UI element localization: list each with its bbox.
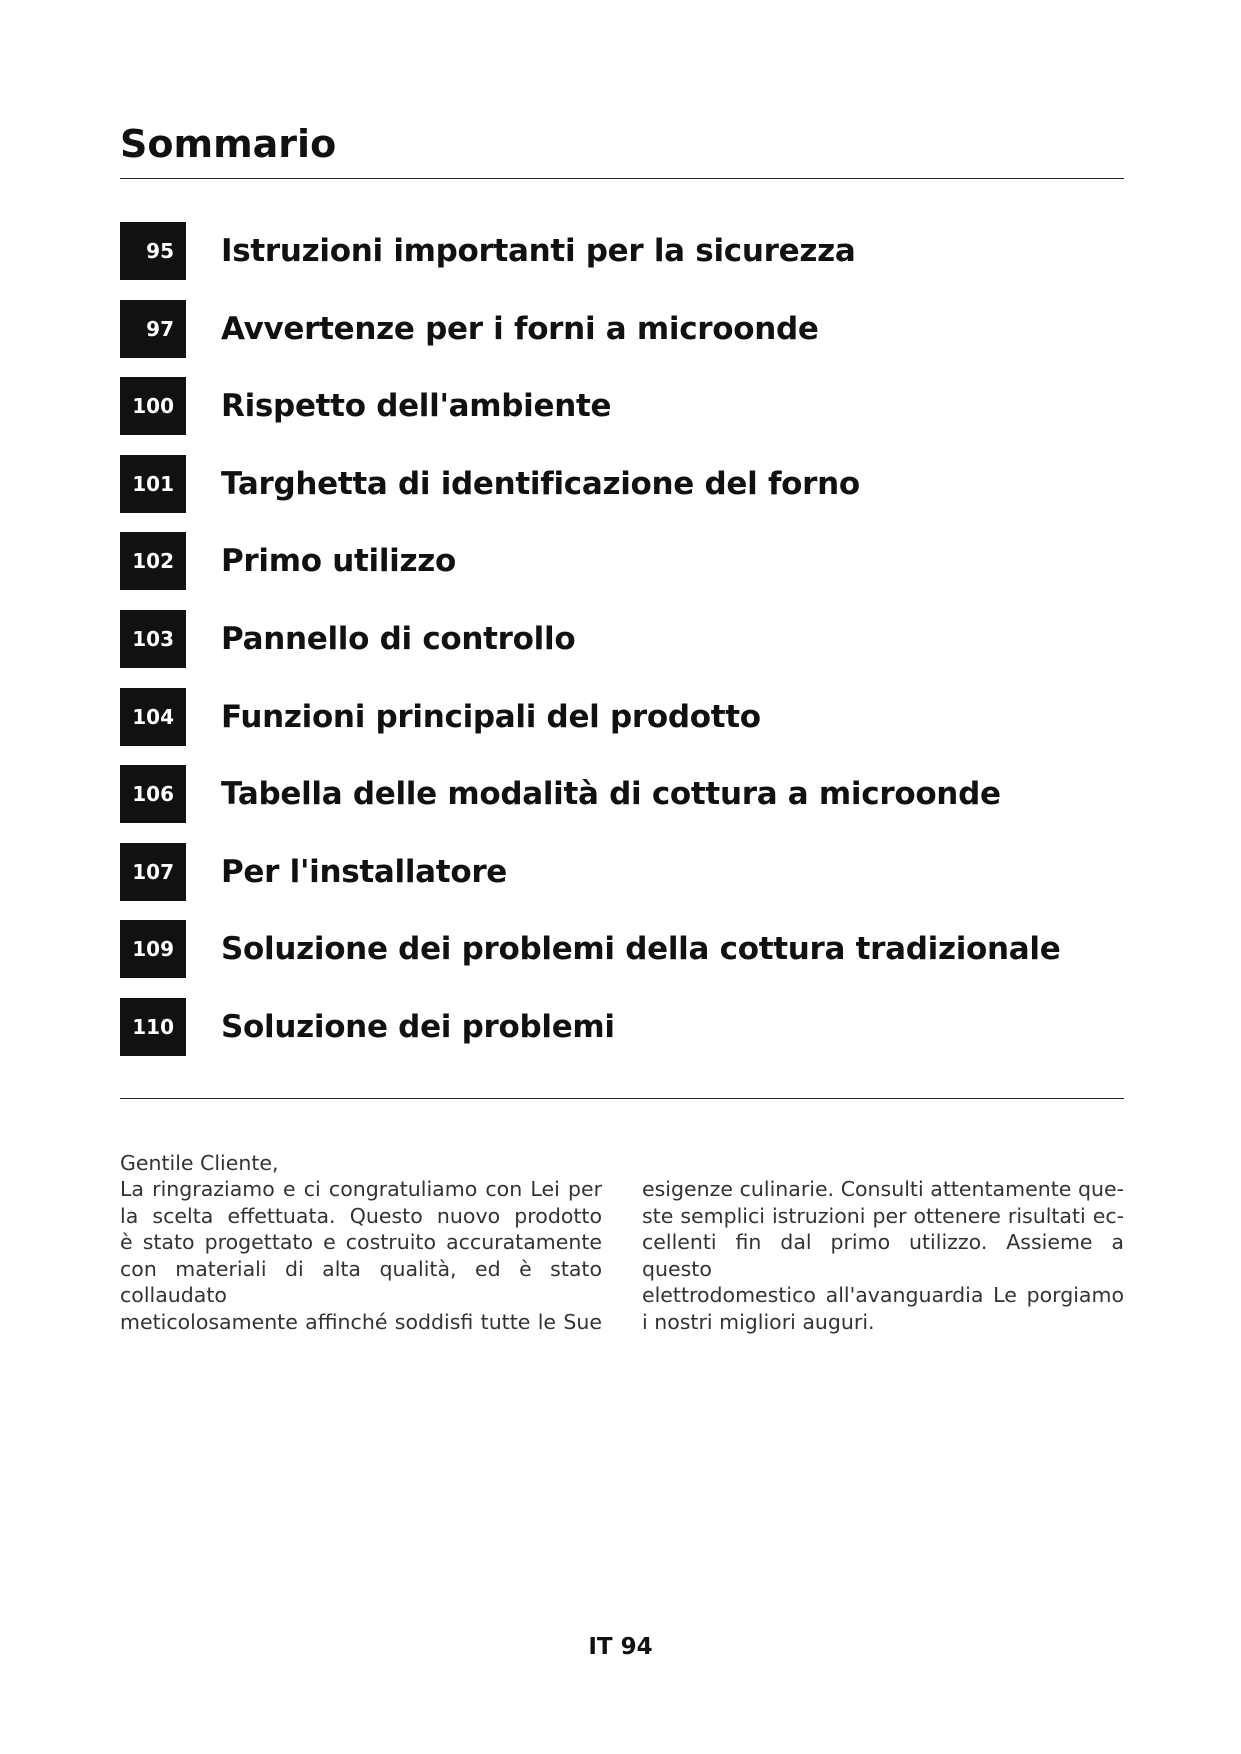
toc-page-number: 110 bbox=[120, 998, 186, 1056]
intro-line: cellenti fin dal primo utilizzo. Assieme a questo bbox=[642, 1230, 1124, 1281]
intro-line: è stato progettato e costruito accuratamente bbox=[120, 1230, 602, 1254]
page-number: IT 94 bbox=[588, 1634, 653, 1660]
toc-entry-title: Tabella delle modalità di cottura a microonde bbox=[221, 776, 1001, 813]
toc-row[interactable] bbox=[120, 222, 1124, 280]
toc-page-number: 102 bbox=[120, 532, 186, 590]
intro-line: La ringraziamo e ci congratuliamo con Lei per bbox=[120, 1177, 602, 1201]
toc-row[interactable] bbox=[120, 998, 1124, 1056]
toc-page-number: 95 bbox=[120, 222, 186, 280]
intro-text-right-column bbox=[642, 1176, 1124, 1335]
toc-divider bbox=[120, 1098, 1124, 1099]
toc-page-number: 103 bbox=[120, 610, 186, 668]
toc-entry-title: Primo utilizzo bbox=[221, 543, 456, 580]
toc-row[interactable] bbox=[120, 377, 1124, 435]
header-divider bbox=[120, 178, 1124, 179]
intro-text-left-column bbox=[120, 1176, 602, 1335]
toc-row[interactable] bbox=[120, 300, 1124, 358]
toc-page-number: 101 bbox=[120, 455, 186, 513]
toc-row[interactable] bbox=[120, 688, 1124, 746]
intro-line: meticolosamente affinché soddisfi tutte le Sue bbox=[120, 1309, 602, 1334]
toc-page-number: 104 bbox=[120, 688, 186, 746]
intro-greeting: Gentile Cliente, bbox=[120, 1151, 279, 1175]
table-of-contents bbox=[120, 222, 1124, 1076]
toc-entry-title: Pannello di controllo bbox=[221, 620, 576, 657]
intro-line: i nostri migliori auguri. bbox=[642, 1309, 875, 1334]
toc-row[interactable] bbox=[120, 455, 1124, 513]
toc-entry-title: Soluzione dei problemi bbox=[221, 1008, 615, 1045]
toc-page-number: 106 bbox=[120, 765, 186, 823]
toc-page-number: 109 bbox=[120, 920, 186, 978]
intro-line: la scelta effettuata. Questo nuovo prodotto bbox=[120, 1203, 602, 1228]
toc-entry-title: Soluzione dei problemi della cottura tradizionale bbox=[221, 931, 1061, 968]
toc-entry-title: Per l'installatore bbox=[221, 853, 508, 890]
intro-line: elettrodomestico all'avanguardia Le porgiamo bbox=[642, 1283, 1124, 1307]
toc-page-number: 107 bbox=[120, 843, 186, 901]
toc-entry-title: Istruzioni importanti per la sicurezza bbox=[221, 233, 856, 269]
toc-row[interactable] bbox=[120, 920, 1124, 978]
toc-row[interactable] bbox=[120, 843, 1124, 901]
intro-line: con materiali di alta qualità, ed è stato collaudato bbox=[120, 1256, 602, 1307]
page-title: Sommario bbox=[120, 122, 337, 166]
toc-entry-title: Funzioni principali del prodotto bbox=[221, 698, 761, 735]
intro-line: ste semplici istruzioni per ottenere risultati ec- bbox=[642, 1203, 1124, 1228]
toc-entry-title: Rispetto dell'ambiente bbox=[221, 388, 612, 425]
toc-row[interactable] bbox=[120, 765, 1124, 823]
toc-entry-title: Avvertenze per i forni a microonde bbox=[221, 310, 819, 347]
toc-row[interactable] bbox=[120, 532, 1124, 590]
intro-line: esigenze culinarie. Consulti attentamente que- bbox=[642, 1177, 1124, 1201]
toc-row[interactable] bbox=[120, 610, 1124, 668]
toc-page-number: 97 bbox=[120, 300, 186, 358]
toc-page-number: 100 bbox=[120, 377, 186, 435]
toc-entry-title: Targhetta di identificazione del forno bbox=[221, 465, 860, 502]
